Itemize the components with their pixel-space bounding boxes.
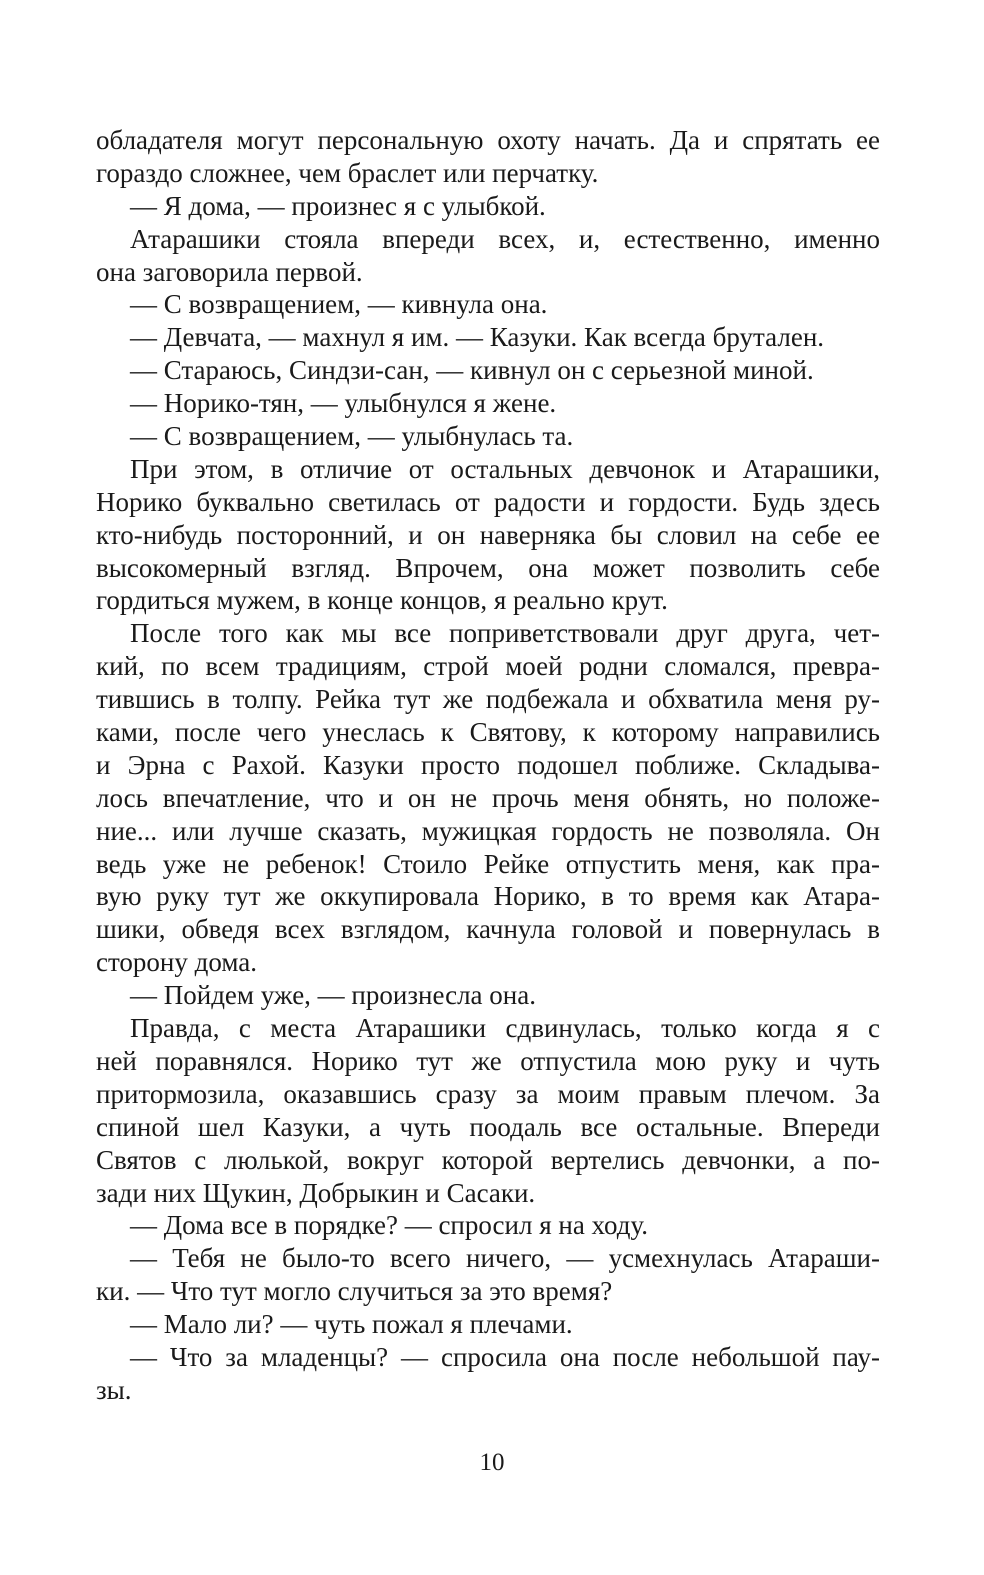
- text-line: притормозила, оказавшись сразу за моим правым плечом. За: [96, 1078, 880, 1109]
- page-number: 10: [479, 1449, 505, 1476]
- text-line: — Я дома, — произнес я с улыбкой.: [130, 190, 546, 221]
- text-line: При этом, в отличие от остальных девчонок и Атарашики,: [130, 453, 880, 484]
- text-line: — Норико-тян, — улыбнулся я жене.: [130, 388, 557, 419]
- text-line: После того как мы все поприветствовали друг друга, чет-: [130, 618, 880, 649]
- text-line: шики, обведя всех взглядом, качнула головой и повернулась в: [96, 914, 880, 945]
- text-line: — Пойдем уже, — произнесла она.: [130, 980, 536, 1011]
- text-line: — Тебя не было-то всего ничего, — усмехнулась Атараши-: [130, 1243, 880, 1274]
- text-line: гордиться мужем, в конце концов, я реально крут.: [96, 585, 668, 616]
- text-line: ние... или лучше сказать, мужицкая гордость не позволяла. Он: [96, 815, 880, 846]
- text-line: зади них Щукин, Добрыкин и Сасаки.: [96, 1177, 536, 1208]
- page-body-text: [96, 124, 880, 1407]
- text-line: спиной шел Казуки, а чуть поодаль все остальные. Впереди: [96, 1111, 880, 1142]
- text-line: зы.: [96, 1374, 132, 1405]
- text-line: тившись в толпу. Рейка тут же подбежала и обхватила меня ру-: [96, 684, 880, 715]
- text-line: и Эрна с Рахой. Казуки просто подошел поближе. Складыва-: [96, 749, 880, 780]
- text-line: — С возвращением, — улыбнулась та.: [130, 421, 574, 452]
- text-line: — Девчата, — махнул я им. — Казуки. Как всегда брутален.: [130, 322, 825, 353]
- text-line: — Стараюсь, Синдзи-сан, — кивнул он с серьезной миной.: [130, 355, 814, 386]
- text-line: кий, по всем традициям, строй моей родни сломался, превра-: [96, 651, 880, 682]
- text-line: Атарашики стояла впереди всех, и, естественно, именно: [130, 223, 880, 254]
- text-line: — Дома все в порядке? — спросил я на ходу.: [130, 1210, 649, 1241]
- text-line: — Что за младенцы? — спросила она после небольшой пау-: [130, 1341, 880, 1372]
- text-line: кто-нибудь посторонний, и он наверняка бы словил на себе ее: [96, 519, 880, 550]
- text-line: Норико буквально светилась от радости и гордости. Будь здесь: [96, 486, 880, 517]
- text-line: ведь уже не ребенок! Стоило Рейке отпустить меня, как пра-: [96, 848, 880, 879]
- text-line: — С возвращением, — кивнула она.: [130, 289, 548, 320]
- text-line: обладателя могут персональную охоту начать. Да и спрятать ее: [96, 125, 880, 155]
- text-line: сторону дома.: [96, 947, 257, 978]
- text-line: ки. — Что тут могло случиться за это время?: [96, 1276, 613, 1307]
- text-line: ками, после чего унеслась к Святову, к которому направились: [96, 717, 880, 748]
- text-line: ней поравнялся. Норико тут же отпустила мою руку и чуть: [96, 1045, 880, 1076]
- text-line: гораздо сложнее, чем браслет или перчатку.: [96, 157, 599, 188]
- text-line: высокомерный взгляд. Впрочем, она может позволить себе: [96, 552, 880, 583]
- text-line: лось впечатление, что и он не прочь меня обнять, но положе-: [96, 782, 880, 813]
- text-line: вую руку тут же оккупировала Норико, в то время как Атара-: [96, 881, 880, 912]
- text-line: Правда, с места Атарашики сдвинулась, только когда я с: [130, 1013, 880, 1044]
- text-line: Святов с люлькой, вокруг которой вертелись девчонки, а по-: [96, 1144, 880, 1175]
- text-line: — Мало ли? — чуть пожал я плечами.: [130, 1309, 573, 1340]
- text-line: она заговорила первой.: [96, 256, 363, 287]
